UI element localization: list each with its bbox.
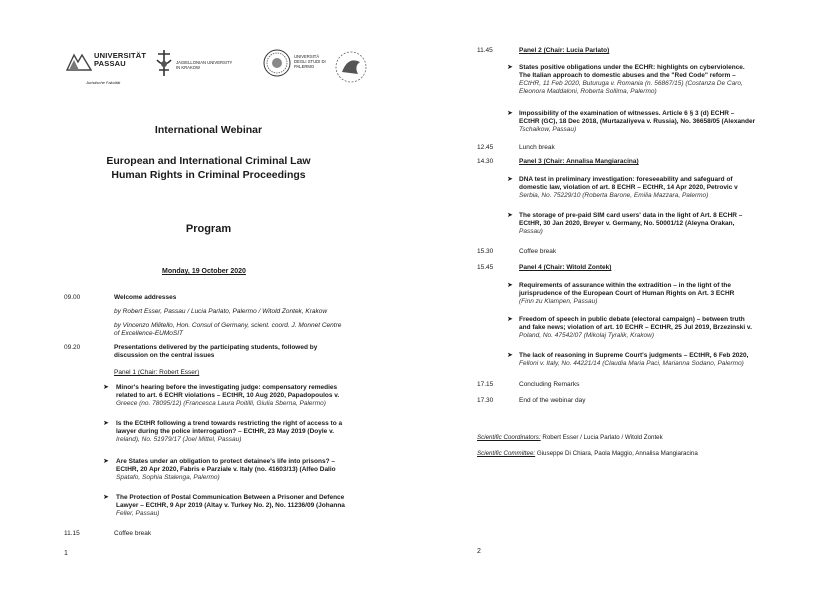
presentations-line1: Presentations delivered by the participating students, followed by xyxy=(114,344,318,351)
page-right xyxy=(417,0,834,590)
bullet-arrow-icon: ➤ xyxy=(507,64,513,71)
panel1-item-3: Are States under an obligation to protect detainee's life into prisons? – ECtHR, 20 Apr 2020, Fabris e Parziale v. Italy (no. 41603/13) (Alfeo Dalio Spatafo, Sophia Stalenga, Palermo) xyxy=(116,458,336,481)
time-1145: 11.45 xyxy=(477,47,493,54)
panel4-item-2: Freedom of speech in public debate (electoral campaign) – between truth and fake news; violation of art. 10 ECHR – ECtHR, 25 Jul 2019, Brzezinski v. Poland, No. 47542/07 (Mikolaj Tyralik, Krakow) xyxy=(519,316,752,339)
time-1530: 15.30 xyxy=(477,248,494,255)
palermo-university-logo xyxy=(262,44,332,84)
passau-logo-subtext: Juristische Fakultät xyxy=(86,80,121,85)
time-1430: 14.30 xyxy=(477,158,494,165)
welcome-title: Welcome addresses xyxy=(114,294,177,301)
end-of-day: End of the webinar day xyxy=(519,397,586,404)
panel4-heading: Panel 4 (Chair: Witold Zontek) xyxy=(519,264,612,271)
panel2-item-2: Impossibility of the examination of witnesses. Article 6 § 3 (d) ECHR – ECtHR (GC), 18 Dec 2018, (Murtazaliyeva v. Russia), No. 36658/05 (Alexander Tschaikow, Passau) xyxy=(519,110,756,133)
monnet-centre-emblem xyxy=(334,50,368,86)
bullet-arrow-icon: ➤ xyxy=(103,494,109,501)
bullet-arrow-icon: ➤ xyxy=(103,420,109,427)
bullet-arrow-icon: ➤ xyxy=(507,352,513,359)
jagiellonian-logo-text: JAGIELLONIAN UNIVERSITY IN KRAKOW xyxy=(176,60,233,70)
time-1545: 15.45 xyxy=(477,264,494,271)
passau-logo-text: UNIVERSITÄT PASSAU xyxy=(94,51,147,68)
panel1-heading: Panel 1 (Chair: Robert Esser) xyxy=(114,369,200,376)
page-number-left: 1 xyxy=(64,550,68,557)
time-0920: 09.20 xyxy=(64,344,81,351)
welcome-speakers-2: by Vincenzo Militello, Hon. Consul of Germany, scient. coord. J. Monnet Centre xyxy=(114,322,342,329)
scientific-coordinators: Scientific Coordinators: Robert Esser / Lucia Parlato / Witold Zontek xyxy=(477,434,663,441)
event-title-line1: European and International Criminal Law xyxy=(106,155,311,167)
panel4-item-3: The lack of reasoning in Supreme Court's judgments – ECtHR, 6 Feb 2020, Felloni v. Italy, No. 44221/14 (Claudia Maria Paci, Marianna Sodano, Palermo) xyxy=(519,352,749,367)
bullet-arrow-icon: ➤ xyxy=(507,212,513,219)
welcome-speakers-3: of Excellence-EUMoSIT xyxy=(114,330,183,337)
program-heading: Program xyxy=(185,223,232,235)
bullet-arrow-icon: ➤ xyxy=(507,316,513,323)
welcome-speakers-1: by Robert Esser, Passau / Lucia Parlato, Palermo / Witold Zontek, Krakow xyxy=(114,308,328,315)
bullet-arrow-icon: ➤ xyxy=(507,110,513,117)
time-0900: 09.00 xyxy=(64,294,81,301)
logo-row xyxy=(66,44,376,92)
jagiellonian-university-logo xyxy=(154,48,242,84)
panel2-item-1: States positive obligations under the ECHR: highlights on cyberviolence. The Italian approach to domestic abuses and the "Red Code" reform – ECtHR, 11 Feb 2020, Buturuga v. Romania (n. 56867/15) (Costanza De Caro, Eleonora Maddaloni, Roberta Sollima, Palermo) xyxy=(519,64,745,95)
bullet-arrow-icon: ➤ xyxy=(103,458,109,465)
time-1715: 17.15 xyxy=(477,381,494,388)
time-1115: 11.15 xyxy=(64,530,80,537)
panel1-item-2: Is the ECtHR following a trend towards restricting the right of access to a lawyer during the police interrogation? – ECtHR, 23 May 2019 (Doyle v. Ireland), No. 51979/17 (Joel Mittel, Passau) xyxy=(116,420,343,443)
bullet-arrow-icon: ➤ xyxy=(507,282,513,289)
panel1-item-4: The Protection of Postal Communication Between a Prisoner and Defence Lawyer – ECtHR, 9 Apr 2019 (Altay v. Turkey No. 2), No. 11236/09 (Johanna Feller, Passau) xyxy=(116,494,345,517)
scientific-committee: Scientific Committee: Giuseppe Di Chiara, Paola Maggio, Annalisa Mangiaracina xyxy=(477,450,698,457)
lunch-break: Lunch break xyxy=(519,144,555,151)
webinar-label: International Webinar xyxy=(154,124,263,136)
panel3-heading: Panel 3 (Chair: Annalisa Mangiaracina) xyxy=(519,158,639,165)
coffee-break-1: Coffee break xyxy=(114,530,152,537)
time-1245: 12.45 xyxy=(477,144,494,151)
panel1-item-1: Minor's hearing before the investigating judge: compensatory remedies related to art. 6 ECHR violations – ECtHR, 10 Aug 2020, Papadopoulos v. Greece (no. 78095/12) (Francesca Laura Poitilli, Giulia Sberna, Palermo) xyxy=(116,384,340,407)
concluding-remarks: Concluding Remarks xyxy=(519,381,580,388)
event-title-line2: Human Rights in Criminal Proceedings xyxy=(111,169,306,181)
panel4-item-1: Requirements of assurance within the extradition – in the light of the jurisprudence of the European Court of Human Rights on Art. 3 ECHR (Finn zu Klampen, Passau) xyxy=(519,282,735,305)
passau-university-logo xyxy=(66,50,146,90)
time-1730: 17.30 xyxy=(477,397,494,404)
palermo-logo-text: UNIVERSITÀ DEGLI STUDI DI PALERMO xyxy=(294,54,326,69)
panel3-item-1: DNA test in preliminary investigation: foreseeability and safeguard of domestic law, violation of art. 8 ECHR – ECtHR, 14 Apr 2020, Petrovic v Serbia, No. 75229/10 (Roberta Barone, Emilia Mazzara, Palermo) xyxy=(519,176,738,199)
panel3-item-2: The storage of pre-paid SIM card users' data in the light of Art. 8 ECHR – ECtHR, 30 Jan 2020, Breyer v. Germany, No. 50001/12 (Aleyna Orakan, Passau) xyxy=(519,212,743,235)
coffee-break-2: Coffee break xyxy=(519,248,557,255)
presentations-line2: discussion on the central issues xyxy=(114,352,215,359)
page-number-right: 2 xyxy=(477,548,481,555)
bullet-arrow-icon: ➤ xyxy=(507,176,513,183)
program-date: Monday, 19 October 2020 xyxy=(162,268,246,275)
panel2-heading: Panel 2 (Chair: Lucia Parlato) xyxy=(519,47,610,54)
bullet-arrow-icon: ➤ xyxy=(103,384,109,391)
